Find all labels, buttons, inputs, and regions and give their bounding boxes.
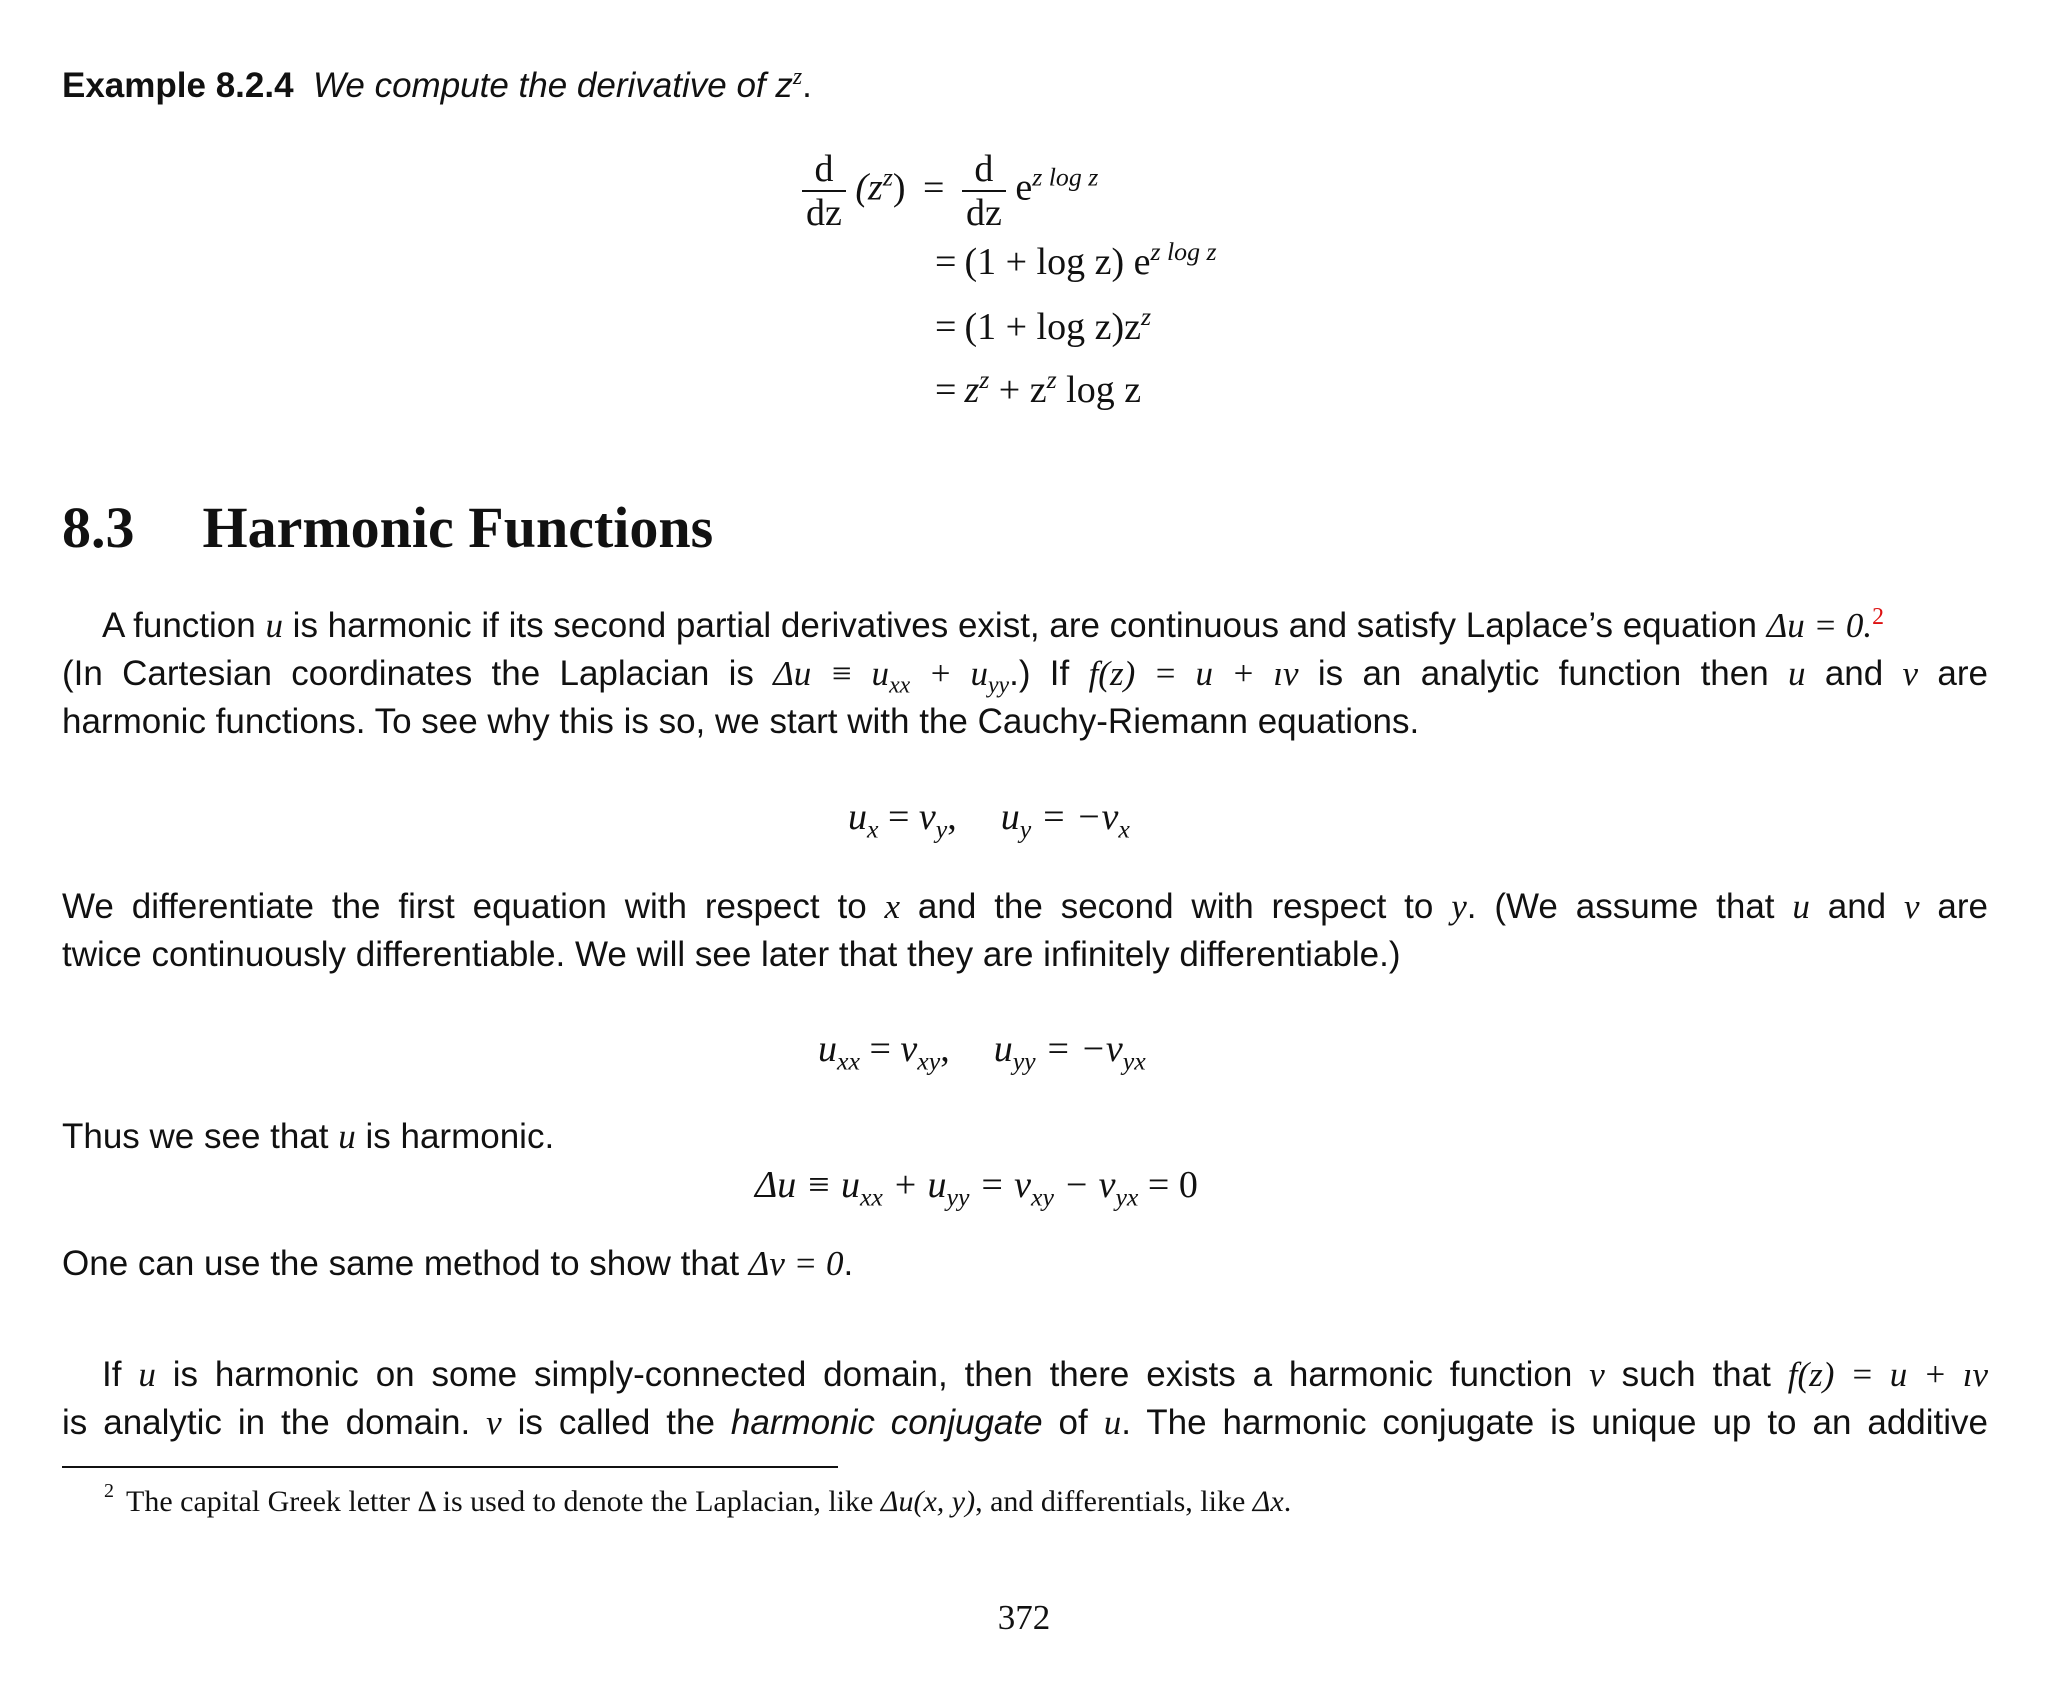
page-number: 372 bbox=[997, 1598, 1051, 1637]
lhs-sup: z bbox=[882, 162, 893, 192]
d-dz-fraction-right: $\frac{d}{dz}$ bbox=[962, 148, 1006, 234]
second-derivative-equation: $u_{xx} = v_{xy}$, $u_{yy} = -v_{yx}$ bbox=[818, 1028, 1146, 1076]
section-number: 8.3 bbox=[62, 495, 135, 560]
para1-line1: A function u is harmonic if its second partial derivatives exist, are continuous and satisfy Laplace’s equation Δu = 0.$^2$ bbox=[102, 603, 1885, 645]
example-label: Example 8.2.4 bbox=[62, 66, 294, 105]
para2-line2: twice continuously differentiable. We will see later that they are infinitely differentiable.) bbox=[62, 935, 1401, 974]
cauchy-riemann-equation: $u_x = v_y$, $u_y = -v_x$ bbox=[848, 796, 1130, 844]
exp-sup: z log z bbox=[1032, 162, 1099, 192]
section-title: Harmonic Functions bbox=[202, 495, 714, 560]
line2-expr: (1 + log z) e bbox=[964, 241, 1151, 283]
footnote-mark: 2 bbox=[104, 1480, 114, 1502]
para1-line2: (In Cartesian coordinates the Laplacian is $\Delta u \equiv u_{xx} + u_{yy}$.) If f(z) = u + ıv is an analytic function then u and v are bbox=[62, 654, 1988, 699]
eq-sign-4: = bbox=[935, 369, 957, 411]
laplacian-equation: $\Delta u \equiv u_{xx} + u_{yy} = v_{xy} - v_{yx} = 0$ bbox=[755, 1164, 1198, 1212]
line4-b: + z bbox=[989, 369, 1047, 411]
derivation-line-2 bbox=[935, 236, 1217, 284]
d-dz-fraction-left: $\frac{d}{dz}$ bbox=[802, 148, 846, 234]
para5-line2: is analytic in the domain. v is called the harmonic conjugate of u. The harmonic conjugate is unique up to an additive bbox=[62, 1403, 1989, 1442]
line4-c: log z bbox=[1056, 369, 1142, 411]
section-heading bbox=[62, 494, 713, 561]
example-text: We compute the derivative of z bbox=[313, 66, 793, 105]
derivation-line-1 bbox=[802, 148, 1098, 248]
line3-expr: (1 + log z)z bbox=[964, 306, 1141, 348]
eq-sign-2: = bbox=[935, 241, 957, 283]
para1-line3: harmonic functions. To see why this is so, we start with the Cauchy-Riemann equations. bbox=[62, 702, 1420, 741]
derivation-line-4 bbox=[935, 364, 1142, 412]
paragraph-5 bbox=[62, 1351, 1988, 1447]
line4-sup1: z bbox=[979, 364, 990, 394]
line4-sup2: z bbox=[1046, 364, 1057, 394]
lhs-close: ) bbox=[892, 166, 906, 209]
line3-sup: z bbox=[1140, 301, 1152, 331]
lhs-open: (z bbox=[855, 166, 883, 209]
example-sup: z bbox=[792, 63, 803, 90]
example-heading bbox=[62, 62, 812, 110]
exp-e: e bbox=[1015, 166, 1033, 209]
example-end: . bbox=[802, 66, 812, 105]
line2-sup: z log z bbox=[1150, 236, 1217, 266]
footnote-rule bbox=[62, 1466, 838, 1468]
paragraph-4: One can use the same method to show that Δv = 0. bbox=[62, 1244, 854, 1283]
eq-sign-3: = bbox=[935, 306, 957, 348]
footnote: $^2$ The capital Greek letter Δ is used to denote the Laplacian, like Δu(x, y), and differentials, like Δx. bbox=[104, 1480, 1292, 1518]
eq-sign-1: = bbox=[923, 166, 945, 209]
para5-line1: If u is harmonic on some simply-connected domain, then there exists a harmonic function v such that f(z) = u + ıv bbox=[102, 1355, 1988, 1394]
line4-a: z bbox=[964, 369, 980, 411]
footnote-ref[interactable]: 2 bbox=[1872, 603, 1885, 630]
paragraph-2 bbox=[62, 883, 1988, 979]
derivation-line-3 bbox=[935, 301, 1152, 349]
paragraph-3: Thus we see that u is harmonic. bbox=[62, 1117, 555, 1156]
paragraph-1 bbox=[62, 602, 1988, 746]
para2-line1: We differentiate the first equation with respect to x and the second with respect to y. (We assume that u and v are bbox=[62, 887, 1989, 926]
